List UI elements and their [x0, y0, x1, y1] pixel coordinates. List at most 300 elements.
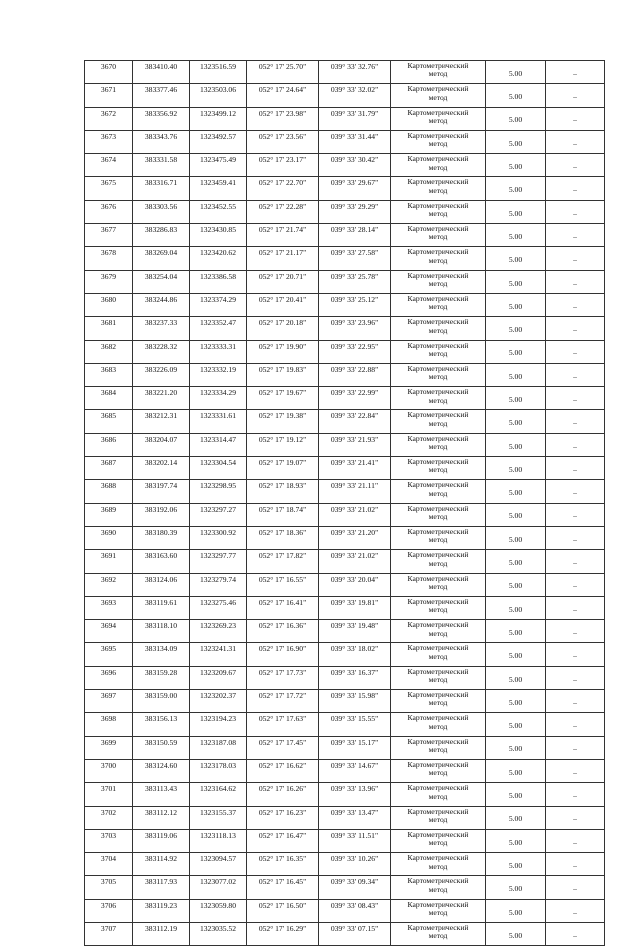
note-cell: – — [546, 224, 605, 247]
method-cell — [391, 829, 486, 852]
table-row — [85, 853, 605, 876]
accuracy-cell: 5.00 — [486, 853, 546, 876]
accuracy-cell: 5.00 — [486, 340, 546, 363]
table-row — [85, 666, 605, 689]
method-line-2: метод — [428, 745, 448, 755]
method-line-1: Картометрический — [407, 666, 469, 676]
note-cell: – — [546, 503, 605, 526]
accuracy-cell: 5.00 — [486, 457, 546, 480]
table-row — [85, 759, 605, 782]
accuracy-cell: 5.00 — [486, 177, 546, 200]
longitude-cell: 039° 33' 22.99" — [319, 387, 391, 410]
accuracy-cell: 5.00 — [486, 503, 546, 526]
method-cell — [391, 573, 486, 596]
accuracy-cell: 5.00 — [486, 154, 546, 177]
x-coordinate-cell: 383202.14 — [133, 457, 190, 480]
x-coordinate-cell: 383410.40 — [133, 61, 190, 84]
latitude-cell: 052° 17' 17.82" — [247, 550, 319, 573]
method-line-2: метод — [428, 512, 448, 522]
method-cell — [391, 480, 486, 503]
note-cell: – — [546, 293, 605, 316]
x-coordinate-cell: 383204.07 — [133, 433, 190, 456]
method-cell — [391, 154, 486, 177]
longitude-cell: 039° 33' 22.95" — [319, 340, 391, 363]
y-coordinate-cell: 1323352.47 — [190, 317, 247, 340]
latitude-cell: 052° 17' 19.07" — [247, 457, 319, 480]
y-coordinate-cell: 1323059.80 — [190, 899, 247, 922]
y-coordinate-cell: 1323178.03 — [190, 759, 247, 782]
method-cell — [391, 293, 486, 316]
latitude-cell: 052° 17' 19.83" — [247, 363, 319, 386]
method-line-2: метод — [428, 279, 448, 289]
method-cell — [391, 200, 486, 223]
method-cell — [391, 317, 486, 340]
method-line-2: метод — [428, 232, 448, 242]
table-row — [85, 783, 605, 806]
x-coordinate-cell: 383221.20 — [133, 387, 190, 410]
method-line-2: метод — [428, 395, 448, 405]
longitude-cell: 039° 33' 21.02" — [319, 550, 391, 573]
latitude-cell: 052° 17' 20.71" — [247, 270, 319, 293]
accuracy-cell: 5.00 — [486, 899, 546, 922]
point-number-cell: 3683 — [85, 363, 133, 386]
accuracy-cell: 5.00 — [486, 643, 546, 666]
latitude-cell: 052° 17' 20.18" — [247, 317, 319, 340]
point-number-cell: 3696 — [85, 666, 133, 689]
table-row — [85, 620, 605, 643]
method-line-1: Картометрический — [407, 783, 469, 793]
method-cell — [391, 363, 486, 386]
x-coordinate-cell: 383286.83 — [133, 224, 190, 247]
x-coordinate-cell: 383134.09 — [133, 643, 190, 666]
x-coordinate-cell: 383212.31 — [133, 410, 190, 433]
latitude-cell: 052° 17' 16.41" — [247, 596, 319, 619]
accuracy-cell: 5.00 — [486, 61, 546, 84]
accuracy-cell: 5.00 — [486, 433, 546, 456]
longitude-cell: 039° 33' 13.47" — [319, 806, 391, 829]
longitude-cell: 039° 33' 20.04" — [319, 573, 391, 596]
latitude-cell: 052° 17' 22.70" — [247, 177, 319, 200]
method-line-1: Картометрический — [407, 876, 469, 886]
note-cell: – — [546, 247, 605, 270]
table-body — [85, 61, 605, 946]
x-coordinate-cell: 383150.59 — [133, 736, 190, 759]
method-line-1: Картометрический — [407, 84, 469, 94]
latitude-cell: 052° 17' 19.12" — [247, 433, 319, 456]
accuracy-cell: 5.00 — [486, 270, 546, 293]
x-coordinate-cell: 383112.19 — [133, 922, 190, 945]
note-cell: – — [546, 690, 605, 713]
accuracy-cell: 5.00 — [486, 130, 546, 153]
method-cell — [391, 433, 486, 456]
note-cell: – — [546, 596, 605, 619]
latitude-cell: 052° 17' 16.90" — [247, 643, 319, 666]
y-coordinate-cell: 1323332.19 — [190, 363, 247, 386]
point-number-cell: 3677 — [85, 224, 133, 247]
table-row — [85, 200, 605, 223]
y-coordinate-cell: 1323187.08 — [190, 736, 247, 759]
method-line-2: метод — [428, 861, 448, 871]
point-number-cell: 3705 — [85, 876, 133, 899]
method-line-1: Картометрический — [407, 550, 469, 560]
latitude-cell: 052° 17' 16.45" — [247, 876, 319, 899]
latitude-cell: 052° 17' 16.29" — [247, 922, 319, 945]
accuracy-cell: 5.00 — [486, 829, 546, 852]
longitude-cell: 039° 33' 08.43" — [319, 899, 391, 922]
longitude-cell: 039° 33' 31.44" — [319, 130, 391, 153]
y-coordinate-cell: 1323459.41 — [190, 177, 247, 200]
y-coordinate-cell: 1323164.62 — [190, 783, 247, 806]
method-line-2: метод — [428, 698, 448, 708]
method-line-1: Картометрический — [407, 596, 469, 606]
point-number-cell: 3684 — [85, 387, 133, 410]
table-row — [85, 433, 605, 456]
method-cell — [391, 643, 486, 666]
longitude-cell: 039° 33' 18.02" — [319, 643, 391, 666]
table-row — [85, 899, 605, 922]
table-row — [85, 107, 605, 130]
point-number-cell: 3673 — [85, 130, 133, 153]
note-cell: – — [546, 666, 605, 689]
note-cell: – — [546, 853, 605, 876]
accuracy-cell: 5.00 — [486, 783, 546, 806]
latitude-cell: 052° 17' 16.55" — [247, 573, 319, 596]
method-line-1: Картометрический — [407, 899, 469, 909]
method-cell — [391, 457, 486, 480]
longitude-cell: 039° 33' 22.88" — [319, 363, 391, 386]
longitude-cell: 039° 33' 21.20" — [319, 526, 391, 549]
accuracy-cell: 5.00 — [486, 806, 546, 829]
x-coordinate-cell: 383228.32 — [133, 340, 190, 363]
method-cell — [391, 224, 486, 247]
y-coordinate-cell: 1323334.29 — [190, 387, 247, 410]
longitude-cell: 039° 33' 22.84" — [319, 410, 391, 433]
latitude-cell: 052° 17' 16.23" — [247, 806, 319, 829]
y-coordinate-cell: 1323298.95 — [190, 480, 247, 503]
x-coordinate-cell: 383119.06 — [133, 829, 190, 852]
latitude-cell: 052° 17' 23.98" — [247, 107, 319, 130]
y-coordinate-cell: 1323118.13 — [190, 829, 247, 852]
method-line-1: Картометрический — [407, 270, 469, 280]
latitude-cell: 052° 17' 16.47" — [247, 829, 319, 852]
longitude-cell: 039° 33' 30.42" — [319, 154, 391, 177]
method-line-2: метод — [428, 791, 448, 801]
note-cell: – — [546, 550, 605, 573]
method-cell — [391, 107, 486, 130]
longitude-cell: 039° 33' 15.55" — [319, 713, 391, 736]
latitude-cell: 052° 17' 17.45" — [247, 736, 319, 759]
point-number-cell: 3689 — [85, 503, 133, 526]
accuracy-cell: 5.00 — [486, 620, 546, 643]
x-coordinate-cell: 383343.76 — [133, 130, 190, 153]
note-cell: – — [546, 84, 605, 107]
point-number-cell: 3690 — [85, 526, 133, 549]
accuracy-cell: 5.00 — [486, 736, 546, 759]
x-coordinate-cell: 383192.06 — [133, 503, 190, 526]
longitude-cell: 039° 33' 25.12" — [319, 293, 391, 316]
table-row — [85, 736, 605, 759]
table-row — [85, 340, 605, 363]
x-coordinate-cell: 383156.13 — [133, 713, 190, 736]
method-line-1: Картометрический — [407, 61, 469, 70]
accuracy-cell: 5.00 — [486, 200, 546, 223]
x-coordinate-cell: 383303.56 — [133, 200, 190, 223]
point-number-cell: 3687 — [85, 457, 133, 480]
method-line-2: метод — [428, 768, 448, 778]
table-row — [85, 84, 605, 107]
method-line-2: метод — [428, 185, 448, 195]
latitude-cell: 052° 17' 24.64" — [247, 84, 319, 107]
y-coordinate-cell: 1323492.57 — [190, 130, 247, 153]
longitude-cell: 039° 33' 19.48" — [319, 620, 391, 643]
latitude-cell: 052° 17' 21.74" — [247, 224, 319, 247]
latitude-cell: 052° 17' 19.90" — [247, 340, 319, 363]
method-line-1: Картометрический — [407, 387, 469, 397]
y-coordinate-cell: 1323035.52 — [190, 922, 247, 945]
accuracy-cell: 5.00 — [486, 526, 546, 549]
table-row — [85, 876, 605, 899]
note-cell: – — [546, 573, 605, 596]
longitude-cell: 039° 33' 21.41" — [319, 457, 391, 480]
latitude-cell: 052° 17' 21.17" — [247, 247, 319, 270]
method-line-1: Картометрический — [407, 806, 469, 816]
table-row — [85, 806, 605, 829]
x-coordinate-cell: 383331.58 — [133, 154, 190, 177]
point-number-cell: 3679 — [85, 270, 133, 293]
point-number-cell: 3701 — [85, 783, 133, 806]
point-number-cell: 3674 — [85, 154, 133, 177]
method-cell — [391, 922, 486, 945]
latitude-cell: 052° 17' 23.17" — [247, 154, 319, 177]
table-row — [85, 457, 605, 480]
method-cell — [391, 526, 486, 549]
method-cell — [391, 596, 486, 619]
method-cell — [391, 876, 486, 899]
method-line-2: метод — [428, 884, 448, 894]
method-cell — [391, 247, 486, 270]
x-coordinate-cell: 383180.39 — [133, 526, 190, 549]
table-row — [85, 177, 605, 200]
point-number-cell: 3702 — [85, 806, 133, 829]
longitude-cell: 039° 33' 07.15" — [319, 922, 391, 945]
accuracy-cell: 5.00 — [486, 550, 546, 573]
method-line-2: метод — [428, 838, 448, 848]
point-number-cell: 3703 — [85, 829, 133, 852]
y-coordinate-cell: 1323209.67 — [190, 666, 247, 689]
method-line-2: метод — [428, 348, 448, 358]
note-cell: – — [546, 410, 605, 433]
latitude-cell: 052° 17' 18.74" — [247, 503, 319, 526]
y-coordinate-cell: 1323077.02 — [190, 876, 247, 899]
latitude-cell: 052° 17' 16.35" — [247, 853, 319, 876]
table-row — [85, 503, 605, 526]
accuracy-cell: 5.00 — [486, 84, 546, 107]
method-line-2: метод — [428, 92, 448, 102]
method-cell — [391, 690, 486, 713]
x-coordinate-cell: 383163.60 — [133, 550, 190, 573]
x-coordinate-cell: 383197.74 — [133, 480, 190, 503]
note-cell: – — [546, 107, 605, 130]
y-coordinate-cell: 1323202.37 — [190, 690, 247, 713]
method-cell — [391, 736, 486, 759]
note-cell: – — [546, 317, 605, 340]
point-number-cell: 3676 — [85, 200, 133, 223]
point-number-cell: 3670 — [85, 61, 133, 84]
method-line-1: Картометрический — [407, 690, 469, 700]
longitude-cell: 039° 33' 15.98" — [319, 690, 391, 713]
method-cell — [391, 387, 486, 410]
method-line-1: Картометрический — [407, 922, 469, 932]
y-coordinate-cell: 1323300.92 — [190, 526, 247, 549]
method-line-1: Картометрический — [407, 503, 469, 513]
y-coordinate-cell: 1323331.61 — [190, 410, 247, 433]
method-line-2: метод — [428, 558, 448, 568]
latitude-cell: 052° 17' 19.38" — [247, 410, 319, 433]
x-coordinate-cell: 383113.43 — [133, 783, 190, 806]
latitude-cell: 052° 17' 16.26" — [247, 783, 319, 806]
x-coordinate-cell: 383269.04 — [133, 247, 190, 270]
table-row — [85, 410, 605, 433]
accuracy-cell: 5.00 — [486, 363, 546, 386]
longitude-cell: 039° 33' 15.17" — [319, 736, 391, 759]
table-row — [85, 154, 605, 177]
point-number-cell: 3707 — [85, 922, 133, 945]
longitude-cell: 039° 33' 25.78" — [319, 270, 391, 293]
method-line-1: Картометрический — [407, 130, 469, 140]
table-row — [85, 363, 605, 386]
method-line-1: Картометрический — [407, 480, 469, 490]
note-cell: – — [546, 899, 605, 922]
method-cell — [391, 130, 486, 153]
y-coordinate-cell: 1323304.54 — [190, 457, 247, 480]
method-line-2: метод — [428, 628, 448, 638]
y-coordinate-cell: 1323279.74 — [190, 573, 247, 596]
accuracy-cell: 5.00 — [486, 480, 546, 503]
latitude-cell: 052° 17' 18.36" — [247, 526, 319, 549]
table-row — [85, 224, 605, 247]
method-line-2: метод — [428, 814, 448, 824]
method-line-1: Картометрический — [407, 154, 469, 164]
method-line-2: метод — [428, 908, 448, 918]
point-number-cell: 3685 — [85, 410, 133, 433]
method-line-2: метод — [428, 931, 448, 941]
note-cell: – — [546, 387, 605, 410]
method-line-1: Картометрический — [407, 457, 469, 467]
method-line-1: Картометрический — [407, 573, 469, 583]
y-coordinate-cell: 1323269.23 — [190, 620, 247, 643]
y-coordinate-cell: 1323374.29 — [190, 293, 247, 316]
x-coordinate-cell: 383112.12 — [133, 806, 190, 829]
x-coordinate-cell: 383356.92 — [133, 107, 190, 130]
longitude-cell: 039° 33' 29.67" — [319, 177, 391, 200]
method-line-1: Картометрический — [407, 107, 469, 117]
x-coordinate-cell: 383124.06 — [133, 573, 190, 596]
table-row — [85, 596, 605, 619]
method-line-2: метод — [428, 162, 448, 172]
note-cell: – — [546, 480, 605, 503]
point-number-cell: 3692 — [85, 573, 133, 596]
accuracy-cell: 5.00 — [486, 876, 546, 899]
longitude-cell: 039° 33' 19.81" — [319, 596, 391, 619]
longitude-cell: 039° 33' 32.76" — [319, 61, 391, 84]
method-cell — [391, 84, 486, 107]
point-number-cell: 3691 — [85, 550, 133, 573]
method-line-2: метод — [428, 325, 448, 335]
method-line-1: Картометрический — [407, 200, 469, 210]
y-coordinate-cell: 1323430.85 — [190, 224, 247, 247]
x-coordinate-cell: 383118.10 — [133, 620, 190, 643]
method-line-1: Картометрический — [407, 433, 469, 443]
y-coordinate-cell: 1323386.58 — [190, 270, 247, 293]
x-coordinate-cell: 383119.23 — [133, 899, 190, 922]
method-line-2: метод — [428, 442, 448, 452]
table-row — [85, 130, 605, 153]
longitude-cell: 039° 33' 32.02" — [319, 84, 391, 107]
y-coordinate-cell: 1323475.49 — [190, 154, 247, 177]
method-line-1: Картометрический — [407, 526, 469, 536]
method-cell — [391, 713, 486, 736]
coordinates-table — [84, 60, 605, 946]
accuracy-cell: 5.00 — [486, 224, 546, 247]
point-number-cell: 3678 — [85, 247, 133, 270]
accuracy-cell: 5.00 — [486, 107, 546, 130]
latitude-cell: 052° 17' 16.36" — [247, 620, 319, 643]
latitude-cell: 052° 17' 25.70" — [247, 61, 319, 84]
table-row — [85, 247, 605, 270]
note-cell: – — [546, 270, 605, 293]
method-line-1: Картометрический — [407, 643, 469, 653]
method-line-1: Картометрический — [407, 759, 469, 769]
x-coordinate-cell: 383159.28 — [133, 666, 190, 689]
table-row — [85, 922, 605, 945]
note-cell: – — [546, 876, 605, 899]
method-line-1: Картометрический — [407, 177, 469, 187]
method-cell — [391, 410, 486, 433]
note-cell: – — [546, 922, 605, 945]
method-line-1: Картометрический — [407, 410, 469, 420]
method-line-2: метод — [428, 465, 448, 475]
latitude-cell: 052° 17' 23.56" — [247, 130, 319, 153]
note-cell: – — [546, 177, 605, 200]
accuracy-cell: 5.00 — [486, 596, 546, 619]
point-number-cell: 3680 — [85, 293, 133, 316]
note-cell: – — [546, 526, 605, 549]
note-cell: – — [546, 713, 605, 736]
x-coordinate-cell: 383114.92 — [133, 853, 190, 876]
table-row — [85, 387, 605, 410]
y-coordinate-cell: 1323516.59 — [190, 61, 247, 84]
longitude-cell: 039° 33' 09.34" — [319, 876, 391, 899]
point-number-cell: 3706 — [85, 899, 133, 922]
method-cell — [391, 806, 486, 829]
x-coordinate-cell: 383254.04 — [133, 270, 190, 293]
point-number-cell: 3700 — [85, 759, 133, 782]
accuracy-cell: 5.00 — [486, 317, 546, 340]
method-cell — [391, 270, 486, 293]
accuracy-cell: 5.00 — [486, 690, 546, 713]
longitude-cell: 039° 33' 21.93" — [319, 433, 391, 456]
longitude-cell: 039° 33' 23.96" — [319, 317, 391, 340]
longitude-cell: 039° 33' 10.26" — [319, 853, 391, 876]
table-row — [85, 829, 605, 852]
method-line-2: метод — [428, 488, 448, 498]
point-number-cell: 3697 — [85, 690, 133, 713]
note-cell: – — [546, 620, 605, 643]
method-cell — [391, 666, 486, 689]
method-cell — [391, 177, 486, 200]
method-line-1: Картометрический — [407, 293, 469, 303]
x-coordinate-cell: 383244.86 — [133, 293, 190, 316]
